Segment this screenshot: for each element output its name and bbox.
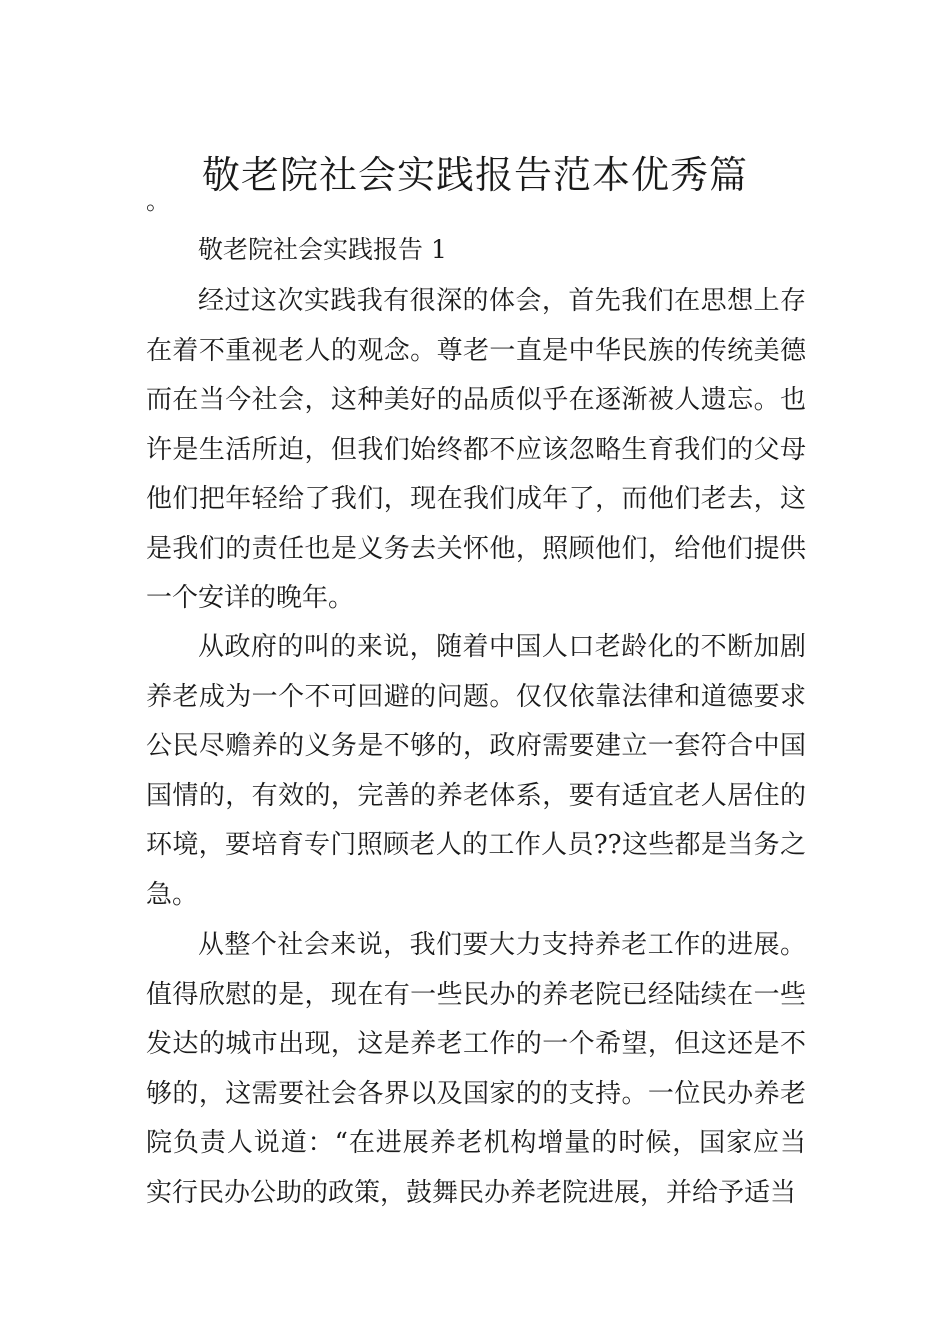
paragraph-2-block [146, 623, 806, 920]
paragraph-1: 经过这次实践我有很深的体会，首先我们在思想上存在着不重视老人的观念。尊老一直是中华民族的传统美德而在当今社会，这种美好的品质似乎在逐渐被人遗忘。也许是生活所迫，但我们始终都不应该忽略生育我们的父母他们把年轻给了我们，现在我们成年了，而他们老去，这是我们的责任也是义务去关怀他，照顾他们，给他们提供一个安详的晚年。 [146, 286, 806, 613]
section-subheading: 敬老院社会实践报告 1 [198, 235, 447, 264]
paragraph-2: 从政府的叫的来说，随着中国人口老龄化的不断加剧养老成为一个不可回避的问题。仅仅依靠法律和道德要求公民尽赡养的义务是不够的，政府需要建立一套符合中国国情的，有效的，完善的养老体系，要有适宜老人居住的环境，要培育专门照顾老人的工作人员??这些都是当务之急。 [146, 632, 806, 910]
paragraph-3: 从整个社会来说，我们要大力支持养老工作的进展。值得欣慰的是，现在有一些民办的养老院已经陆续在一些发达的城市出现，这是养老工作的一个希望，但这还是不够的，这需要社会各界以及国家的的支持。一位民办养老院负责人说道：“在进展养老机构增量的时候，国家应当实行民办公助的政策，鼓舞民办养老院进展，并给予适当 [146, 930, 806, 1208]
paragraph-3-block [146, 921, 806, 1218]
document-title: 敬老院社会实践报告范本优秀篇 [201, 153, 748, 198]
stray-punctuation: 。 [146, 187, 170, 215]
paragraph-1-block [146, 277, 806, 624]
